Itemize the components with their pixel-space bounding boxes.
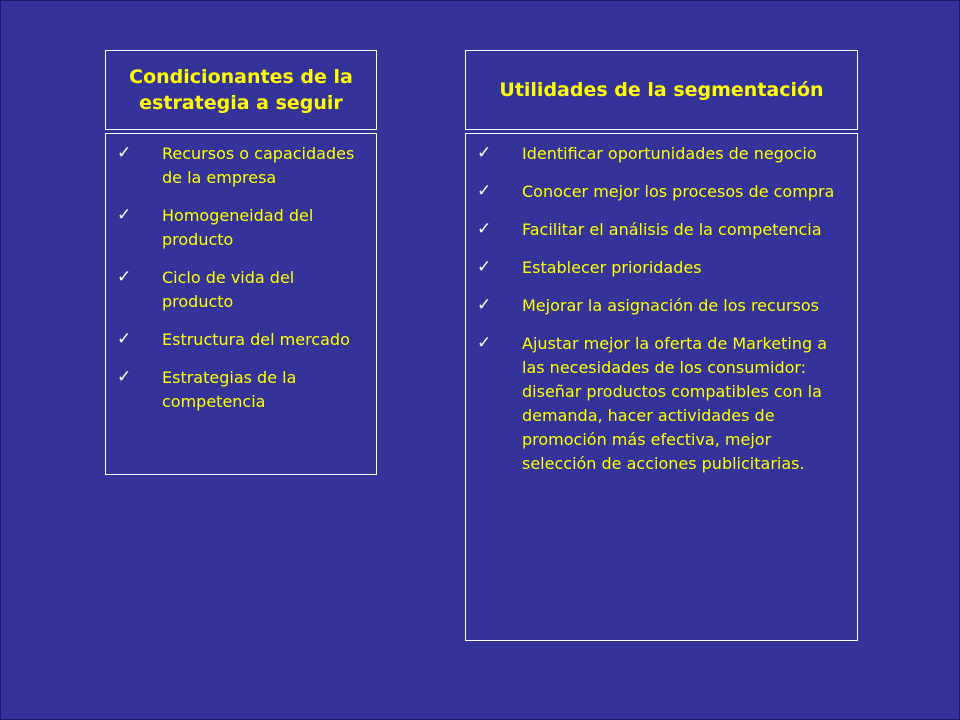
list-item-text: Estrategias de la competencia <box>162 368 297 411</box>
right-list-box <box>465 133 858 641</box>
list-item <box>477 218 847 242</box>
right-header-title: Utilidades de la segmentación <box>499 79 824 101</box>
list-item-text: Ajustar mejor la oferta de Marketing a las necesidades de los consumidor: diseñar productos compatibles con la demanda, hacer actividades de promoción más efectiva, mejor selección de acciones publicitarias. <box>522 334 827 473</box>
check-icon: ✓ <box>117 367 132 387</box>
list-item-text: Facilitar el análisis de la competencia <box>522 220 822 239</box>
left-header-line1: Condicionantes de la <box>129 66 353 88</box>
list-item-text: Recursos o capacidades de la empresa <box>162 144 355 187</box>
list-item-text: Ciclo de vida del producto <box>162 268 295 311</box>
list-item <box>117 266 366 314</box>
list-item <box>477 180 847 204</box>
list-item <box>477 294 847 318</box>
list-item-text: Conocer mejor los procesos de compra <box>522 182 835 201</box>
left-header-title <box>129 64 353 116</box>
list-item-text: Estructura del mercado <box>162 330 350 349</box>
check-icon: ✓ <box>477 143 492 163</box>
list-item <box>117 204 366 252</box>
check-icon: ✓ <box>477 257 492 277</box>
check-icon: ✓ <box>477 333 492 353</box>
list-item <box>477 142 847 166</box>
list-item <box>477 256 847 280</box>
list-item-text: Mejorar la asignación de los recursos <box>522 296 819 315</box>
check-icon: ✓ <box>117 143 132 163</box>
left-header-line2: estrategia a seguir <box>139 92 343 114</box>
check-icon: ✓ <box>477 181 492 201</box>
list-item <box>477 332 847 476</box>
check-icon: ✓ <box>117 205 132 225</box>
list-item-text: Establecer prioridades <box>522 258 702 277</box>
list-item <box>117 366 366 414</box>
left-list-box <box>105 133 377 475</box>
check-icon: ✓ <box>477 295 492 315</box>
list-item <box>117 328 366 352</box>
left-header-box <box>105 50 377 130</box>
check-icon: ✓ <box>117 267 132 287</box>
check-icon: ✓ <box>117 329 132 349</box>
list-item <box>117 142 366 190</box>
right-list <box>466 134 857 476</box>
list-item-text: Identificar oportunidades de negocio <box>522 144 817 163</box>
list-item-text: Homogeneidad del producto <box>162 206 314 249</box>
right-header-box <box>465 50 858 130</box>
left-list <box>106 134 376 414</box>
check-icon: ✓ <box>477 219 492 239</box>
